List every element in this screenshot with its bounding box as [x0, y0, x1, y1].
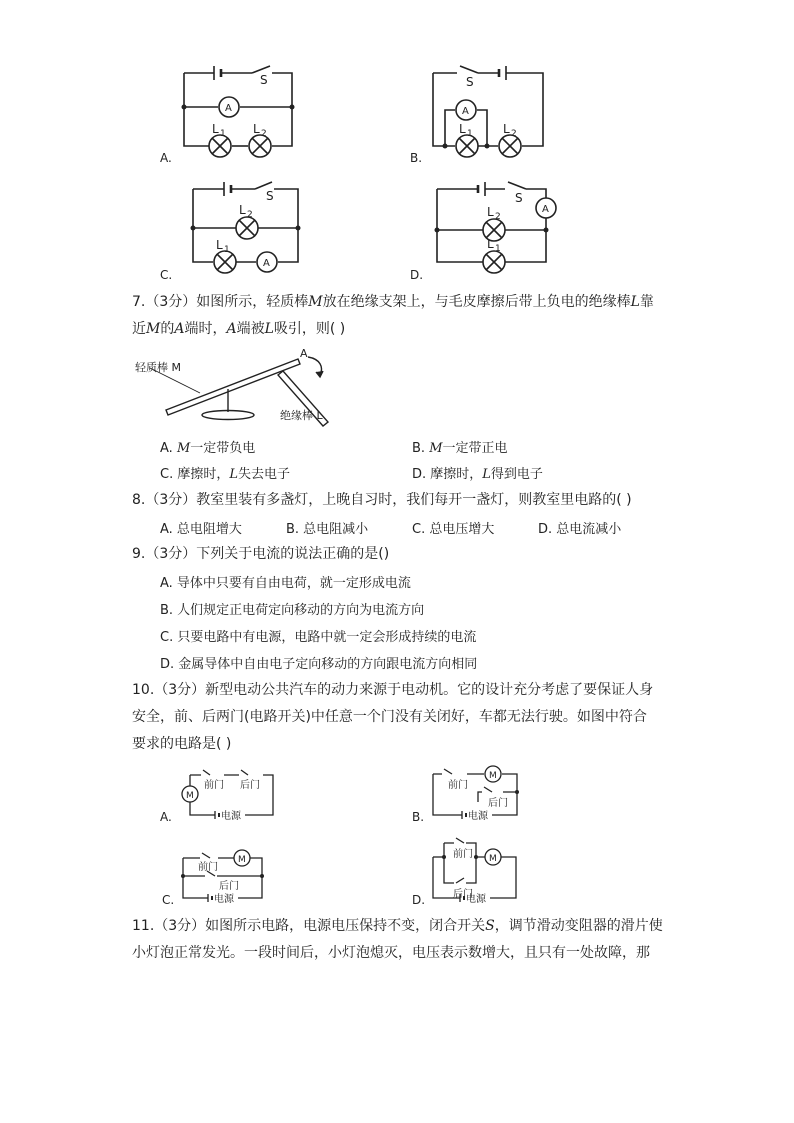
- q6-circuit-d: [437, 182, 556, 273]
- q10-label-a: A.: [160, 810, 172, 824]
- q6-label-d: D.: [410, 268, 424, 282]
- q10-stem-line1: 10.（3分）新型电动公共汽车的动力来源于电动机。它的设计充分考虑了要保证人身: [132, 682, 654, 698]
- svg-text:M: M: [238, 855, 246, 865]
- q6-circuit-diagrams: [0, 0, 794, 290]
- svg-text:L: L: [487, 237, 494, 251]
- q11-stem-line1: 11.（3分）如图所示电路，电源电压保持不变，闭合开关S，调节滑动变阻器的滑片使: [132, 918, 663, 934]
- q11-stem-line2: 小灯泡正常发光。一段时间后，小灯泡熄灭，电压表示数增大，且只有一处故障，那: [132, 945, 650, 961]
- q10-label-d: D.: [412, 893, 426, 907]
- q7-label-rod-m: 轻质棒 M: [135, 361, 181, 374]
- svg-text:1: 1: [495, 244, 501, 254]
- svg-text:S: S: [260, 73, 268, 87]
- svg-text:M: M: [489, 854, 497, 864]
- svg-text:后门: 后门: [219, 881, 239, 892]
- svg-text:前门: 前门: [204, 780, 224, 791]
- svg-text:1: 1: [220, 129, 226, 139]
- svg-text:前门: 前门: [453, 849, 473, 860]
- svg-text:A: A: [263, 258, 270, 269]
- svg-text:后门: 后门: [453, 889, 473, 900]
- q6-label-b: B.: [410, 151, 423, 165]
- svg-text:2: 2: [495, 212, 501, 222]
- svg-text:电源: 电源: [221, 811, 241, 822]
- q8-option-d[interactable]: D. 总电流减小: [538, 522, 622, 537]
- q9-option-a[interactable]: A. 导体中只要有自由电荷，就一定形成电流: [160, 576, 411, 591]
- q7-label-rod-l: 绝缘棒 L: [280, 409, 323, 422]
- q7-label-end-a: A: [300, 347, 308, 360]
- svg-text:S: S: [515, 191, 523, 205]
- q7-stem-line1: 7.（3分）如图所示，轻质棒M放在绝缘支架上，与毛皮摩擦后带上负电的绝缘棒L靠: [132, 294, 654, 310]
- q7-option-b[interactable]: B. M一定带正电: [412, 441, 508, 456]
- svg-text:电源: 电源: [466, 894, 486, 905]
- svg-text:A: A: [542, 204, 549, 215]
- q10-label-c: C.: [162, 893, 175, 907]
- svg-text:2: 2: [247, 210, 253, 220]
- q8-stem: 8.（3分）教室里装有多盏灯，上晚自习时，我们每开一盏灯，则教室里电路的( ): [132, 492, 632, 508]
- q8-option-c[interactable]: C. 总电压增大: [412, 522, 495, 537]
- q9-option-d[interactable]: D. 金属导体中自由电子定向移动的方向跟电流方向相同: [160, 657, 478, 672]
- svg-text:电源: 电源: [214, 894, 234, 905]
- q6-circuit-c: [193, 182, 298, 273]
- svg-text:L: L: [212, 122, 219, 136]
- svg-text:1: 1: [467, 129, 473, 139]
- q7-option-d[interactable]: D. 摩擦时，L得到电子: [412, 467, 543, 482]
- q6-label-c: C.: [160, 268, 173, 282]
- svg-text:L: L: [239, 203, 246, 217]
- svg-text:1: 1: [224, 245, 230, 255]
- svg-text:L: L: [487, 205, 494, 219]
- svg-text:L: L: [216, 238, 223, 252]
- svg-text:M: M: [489, 771, 497, 781]
- svg-text:L: L: [253, 122, 260, 136]
- svg-text:后门: 后门: [240, 780, 260, 791]
- q8-option-a[interactable]: A. 总电阻增大: [160, 522, 242, 537]
- q10-circuit-diagrams: [0, 760, 794, 910]
- q9-stem: 9.（3分）下列关于电流的说法正确的是(): [132, 546, 390, 562]
- svg-text:A: A: [462, 106, 469, 117]
- svg-text:L: L: [503, 122, 510, 136]
- svg-text:S: S: [266, 189, 274, 203]
- q7-figure: [130, 345, 350, 427]
- svg-text:后门: 后门: [488, 798, 508, 809]
- svg-text:2: 2: [261, 129, 267, 139]
- q6-circuit-b: [433, 66, 543, 157]
- q10-label-b: B.: [412, 810, 425, 824]
- q7-stem-line2: 近M的A端时，A端被L吸引，则( ): [132, 321, 346, 337]
- svg-text:2: 2: [511, 129, 517, 139]
- svg-text:L: L: [459, 122, 466, 136]
- q9-option-c[interactable]: C. 只要电路中有电源，电路中就一定会形成持续的电流: [160, 630, 477, 645]
- svg-text:前门: 前门: [198, 862, 218, 873]
- q6-label-a: A.: [160, 151, 172, 165]
- svg-text:M: M: [186, 791, 194, 801]
- q8-option-b[interactable]: B. 总电阻减小: [286, 522, 369, 537]
- q9-option-b[interactable]: B. 人们规定正电荷定向移动的方向为电流方向: [160, 603, 425, 618]
- svg-text:S: S: [466, 75, 474, 89]
- q10-circuit-d: [433, 838, 516, 902]
- q10-stem-line3: 要求的电路是( ): [132, 736, 232, 752]
- q7-option-c[interactable]: C. 摩擦时，L失去电子: [160, 467, 290, 482]
- q10-stem-line2: 安全，前、后两门(电路开关)中任意一个门没有关闭好，车都无法行驶。如图中符合: [132, 709, 647, 725]
- svg-text:前门: 前门: [448, 780, 468, 791]
- q6-circuit-a: [184, 66, 292, 157]
- svg-text:电源: 电源: [468, 811, 488, 822]
- q7-option-a[interactable]: A. M一定带负电: [160, 441, 256, 456]
- svg-text:A: A: [225, 103, 232, 114]
